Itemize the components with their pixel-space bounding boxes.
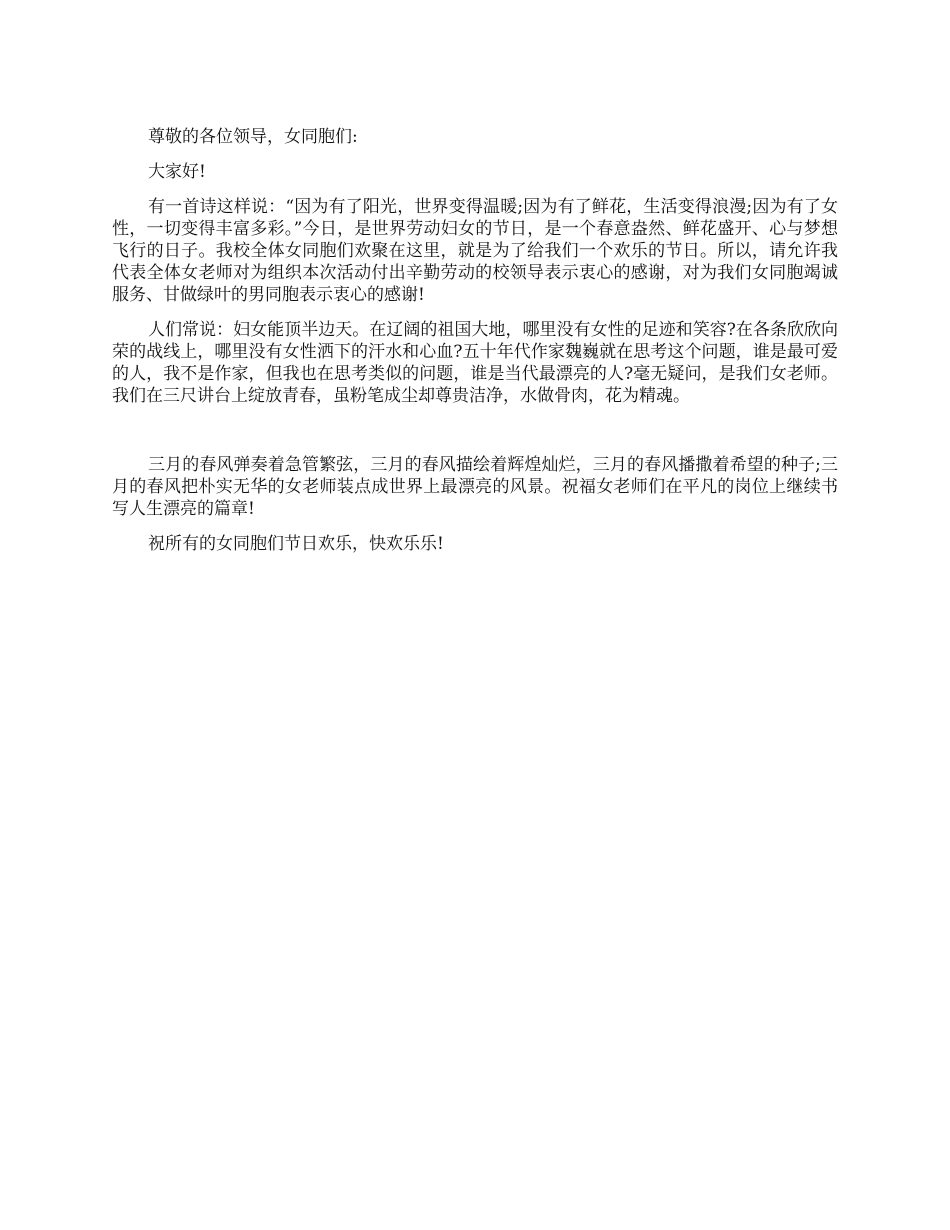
closing-wish: 祝所有的女同胞们节日欢乐，快欢乐乐! — [148, 534, 444, 554]
body-paragraph: 人们常说：妇女能顶半边天。在辽阔的祖国大地，哪里没有女性的足迹和笑容?在各条欣欣向荣的战线上，哪里没有女性洒下的汗水和心血?五十年代作家魏巍就在思考这个问题，谁是最可爱的人，我不是作家，但我也在思考类似的问题，谁是当代最漂亮的人?毫无疑问，是我们女老师。我们在三尺讲台上绽放青春，虽粉笔成尘却尊贵洁净，水做骨肉，花为精魂。 — [112, 320, 838, 406]
body-paragraph: 三月的春风弹奏着急管繁弦，三月的春风描绘着辉煌灿烂，三月的春风播撒着希望的种子;三月的春风把朴实无华的女老师装点成世界上最漂亮的风景。祝福女老师们在平凡的岗位上继续书写人生漂亮的篇章! — [112, 455, 838, 519]
body-paragraph: 有一首诗这样说：“因为有了阳光，世界变得温暖;因为有了鲜花，生活变得浪漫;因为有了女性，一切变得丰富多彩。”今日，是世界劳动妇女的节日，是一个春意盎然、鲜花盛开、心与梦想飞行的日子。我校全体女同胞们欢聚在这里，就是为了给我们一个欢乐的节日。所以，请允许我代表全体女老师对为组织本次活动付出辛勤劳动的校领导表示衷心的感谢，对为我们女同胞竭诚服务、甘做绿叶的男同胞表示衷心的感谢! — [112, 197, 838, 305]
greeting: 大家好! — [148, 162, 206, 182]
section-gap — [112, 420, 838, 454]
salutation: 尊敬的各位领导，女同胞们: — [148, 127, 358, 147]
document-body — [112, 126, 838, 568]
